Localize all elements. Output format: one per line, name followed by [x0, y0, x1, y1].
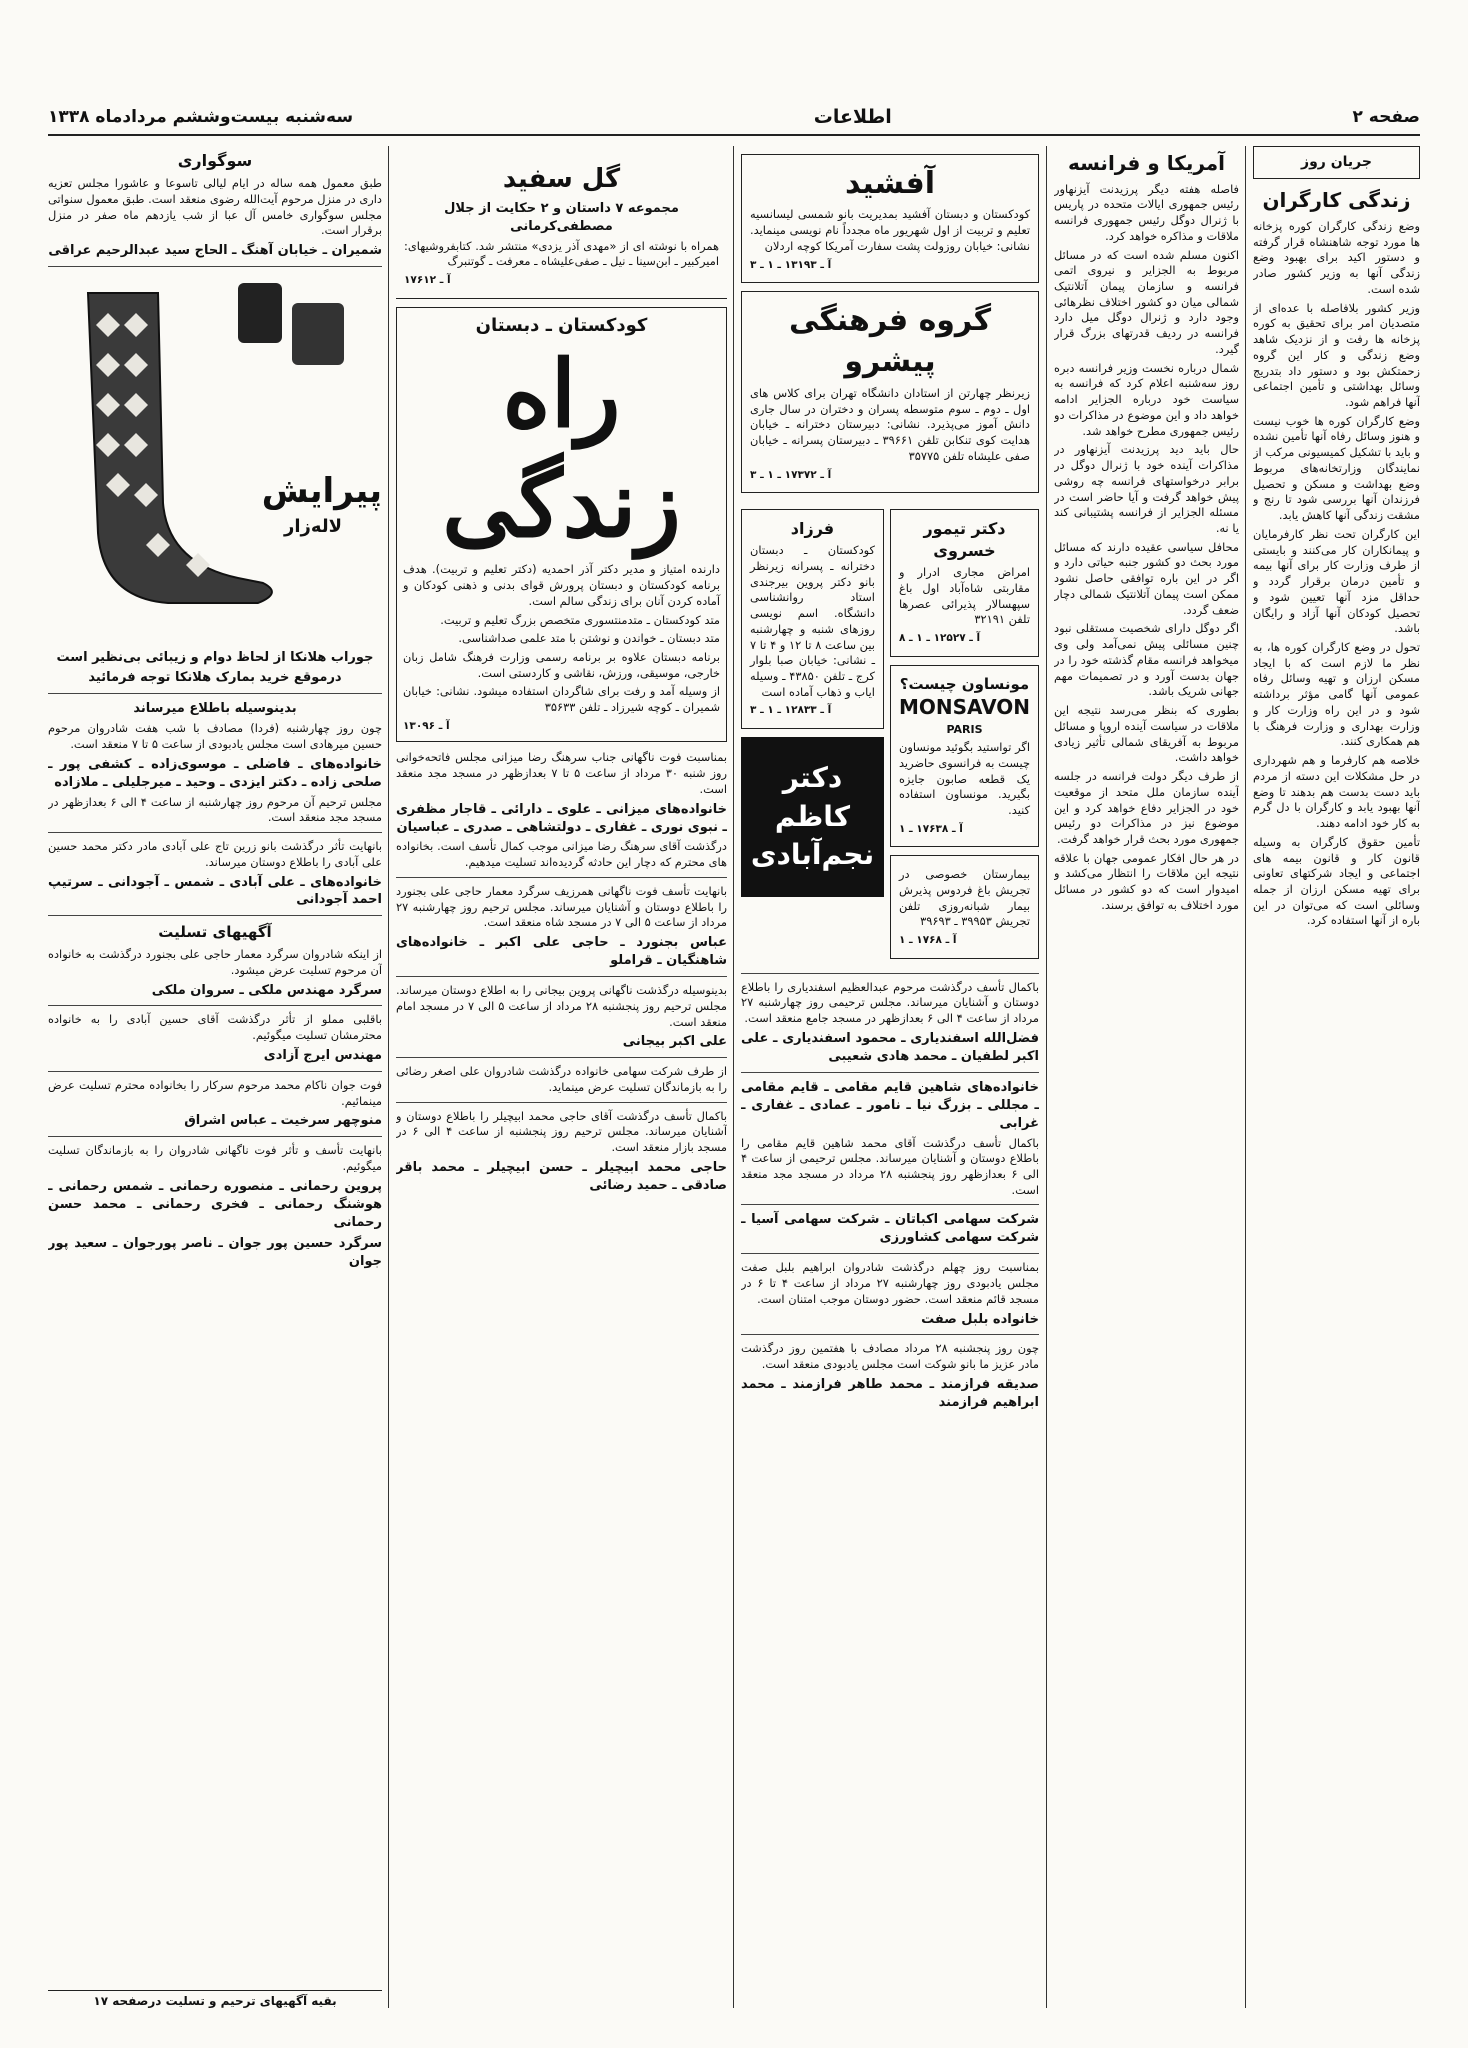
kazem-najmabadi-ad: دکتر کاظم نجم‌آبادی [741, 737, 884, 897]
farzad-title: فرزاد [790, 519, 835, 539]
notice-signers: حاجی محمد ابیچیلر ـ حسن ابیچیلر ـ محمد باقر صادقی ـ حمید رضائی [396, 1159, 727, 1193]
notice-signers: پروین رحمانی ـ منصوره رحمانی ـ شمس رحمانی ـ هوشنگ رحمانی ـ فخری رحمانی ـ محمد حسن رحمانی [48, 1178, 382, 1230]
socks-sub: لاله‌زار [284, 515, 342, 537]
editorial-paragraph: خلاصه هم کارفرما و هم شهرداری در حل مشکلات این دسته از مردم باید دست بدست هم بدهند تا وضع آنها بهبود یابد و کارگران با دل گرم به کار خود ادامه دهند. [1253, 753, 1420, 831]
notice-families: عباس بجنورد ـ حاجی علی اکبر ـ خانواده‌های شاهنگیان ـ قراملو [396, 935, 727, 969]
notice-signers: سرگرد مهندس ملکی ـ سروان ملکی [151, 982, 382, 998]
article-paragraph: شمال درباره نخست وزیر فرانسه دبره روز سه‌شنبه اعلام کرد که فرانسه به سیاست خود درباره الجزایر ادامه خواهد داد و این موضوع در مذاکرات دو رئیس جمهوری مطرح خواهد شد. [1054, 360, 1239, 438]
notice: بانهایت تأسف فوت ناگهانی همرزیف سرگرد معمار حاجی علی بجنورد را باطلاع دوستان و آشنایان میرساند. مجلس ترحیم روز چهارشنبه ۲۷ مرداد از ساعت ۵ الی ۷ در مسجد شاه منعقد است. [396, 883, 727, 930]
notice: بانهایت تأسف و تأثر فوت ناگهانی شادروان را به بازماندگان تسلیت میگوئیم. [48, 1143, 382, 1174]
editorial-paragraph: تحول در وضع کارگران کوره ها، به نظر ما لازم است که با ایجاد مسکن ارزان و تهیه وسائل رفاه عمومی آنها گامی مؤثر برداشته شود و در این راه وزارت کار و وزارت بهداری و وزارت فرهنگ با هم همکاری کنند. [1253, 640, 1420, 749]
notice: باقلبی مملو از تأثر درگذشت آقای حسین آبادی را به خانواده محترمشان تسلیت میگوئیم. [48, 1012, 382, 1043]
column-notices [48, 146, 382, 2008]
notice: بمناسبت فوت ناگهانی جناب سرهنگ رضا میزانی مجلس فاتحه‌خوانی روز شنبه ۳۰ مرداد از ساعت ۵ تا ۷ بعدازظهر در مسجد مجد منعقد است. [396, 750, 727, 796]
pishro-ad [741, 291, 1039, 493]
column-school-ad [396, 146, 727, 2008]
notice: باکمال تأسف درگذشت آقای حاجی محمد ابیچیلر را باطلاع دوستان و آشنایان میرساند. مجلس ترحیم روز پنجشنبه از ساعت ۴ الی ۶ در مسجد بازار منعقد است. [396, 1108, 727, 1155]
gol-title: گل سفید [502, 164, 621, 194]
notice-heading: بدینوسیله باطلاع میرساند [133, 701, 297, 717]
article-paragraph: از طرف دیگر دولت فرانسه در جلسه آینده سازمان ملل متحد از موقعیت خود در الجزایر دفاع خواهد کرد و این موضوع نیز در مذاکرات دو رئیس جمهوری مورد بحث قرار خواهد گرفت. [1054, 769, 1239, 846]
column-rule [1046, 146, 1047, 2008]
socks-line2: درموقع خرید بمارک هلانکا توجه فرمائید [88, 670, 342, 686]
notice: بدینوسیله درگذشت ناگهانی پروین بیجانی را به اطلاع دوستان میرساند. مجلس ترحیم روز پنجشنبه ۲۸ مرداد از ساعت ۵ الی ۷ در مسجد امام منعقد است. [396, 983, 727, 1029]
afshid-ad [741, 154, 1039, 283]
sock-illustration [48, 273, 382, 613]
column-ads [741, 146, 1039, 2008]
notice: بمناسبت روز چهلم درگذشت شادروان ابراهیم بلبل صفت مجلس یادبودی روز چهارشنبه ۲۷ مرداد از ساعت ۴ تا ۶ در مسجد قائم منعقد است. حضور دوستان موجب امتنان است. [741, 1260, 1039, 1306]
khosravi-title: دکتر تیمور خسروی [923, 519, 1006, 561]
monsavon-city: PARIS [946, 722, 983, 736]
rahe-zendegi-ad: کودکستان ـ دبستان راه زندگی دارنده امتیاز و مدیر دکتر آذر احمدیه (دکتر تعلیم و تربیت). هدف برنامه کودکستان و دبستان پرورش قوای بدنی و ذهنی کودکان و آماده کردن آنان برای زندگی سالم است. متد کودکستان ـ متدمنتسوری متخصص بزرگ تعلیم و تربیت. متد دبستان ـ خواندن و نوشتن با متد علمی صداشناسی. برنامه دبستان علاوه بر برنامه رسمی وزارت فرهنگ شامل زبان خارجی، موسیقی، ورزش، نقاشی و کاردستی است. از وسیله آمد و رفت برای شاگردان استفاده میشود. نشانی: خیابان شمیران ـ کوچه شیرزاد ـ تلفن ۳۵۶۳۳ آ ـ ۱۳۰۹۶ [396, 307, 727, 743]
ad-ref: آ ـ ۱۳۱۹۳ ـ ۱ ـ ۳ [750, 258, 832, 271]
mourning-text: طبق معمول همه ساله در ایام لیالی تاسوعا و عاشورا مجلس تعزیه داری در منزل مرحوم آیت‌الله رضوی منعقد است. طبق معمول سنواتی مجلس سوگواری خامس آل عبا از شب یازدهم ماه صفر در منزل برقرار است. [48, 176, 382, 238]
mourning-title: سوگواری [177, 151, 253, 170]
notice-signers: علی اکبر بیجانی [622, 1034, 727, 1050]
notice: از طرف شرکت سهامی خانواده درگذشت شادروان علی اصغر رضائی را به بازماندگان تسلیت عرض مینماید. [396, 1064, 727, 1094]
daily-feature-box: جریان روز [1253, 146, 1420, 179]
notice-signers: منوچهر سرخیت ـ عباس اشراق [184, 1113, 382, 1129]
editorial-title: زندگی کارگران [1262, 188, 1411, 213]
package-icon [292, 303, 344, 365]
column-rule [733, 146, 734, 2008]
notice: باکمال تأسف درگذشت مرحوم عبدالعظیم اسفندیاری را باطلاع دوستان و آشنایان میرساند. مجلس ترحیمی روز چهارشنبه ۲۷ مرداد از ساعت ۴ الی ۶ بعدازظهر در مسجد جامع منعقد است. [741, 979, 1039, 1026]
notice-families: خانواده‌های ـ فاضلی ـ موسوی‌زاده ـ کشفی پور ـ صلحی زاده ـ دکتر ایزدی ـ وحید ـ میرجلیلی ـ ملازاده [48, 756, 382, 790]
editorial-paragraph: وضع کارگران کوره ها خوب نیست و هنوز وسائل رفاه آنها تأمین نشده و باید با تشکیل کمیسیونی مرکب از نمایندگان وزارتخانه‌های مربوط وضع بهداشت و مسکن و تحصیل فرزندان آنها بررسی شود تا رنج و مشقت زندگی آنها کاهش یابد. [1253, 413, 1420, 523]
column-rule [388, 146, 389, 2008]
notice-signers: خانواده بلبل صفت [921, 1311, 1039, 1327]
issue-date: سه‌شنبه بیست‌وششم مردادماه ۱۳۳۸ [48, 107, 354, 127]
monsavon-question: مونساون چیست؟ [899, 674, 1030, 693]
notice-signers: سرگرد حسین پور جوان ـ ناصر پورجوان ـ سعید پور جوان [48, 1235, 382, 1269]
notice: چون روز پنجشنبه ۲۸ مرداد مصادف با هفتمین روز درگذشت مادر عزیز ما بانو شوکت است مجلس یادبودی منعقد است. [741, 1341, 1039, 1372]
notice: باکمال تأسف درگذشت آقای محمد شاهین قایم مقامی را باطلاع دوستان و آشنایان میرساند. مجلس ترحیمی از ساعت ۴ الی ۶ بعدازظهر روز پنجشنبه ۲۸ مرداد در مسجد مجد منعقد است. [741, 1135, 1039, 1197]
page-number: صفحه ۲ [1352, 107, 1420, 127]
notice-families: خانواده‌های میزانی ـ علوی ـ دارائی ـ قاجار مظفری ـ نبوی نوری ـ غفاری ـ دولتشاهی ـ صدری ـ عباسیان [396, 801, 727, 835]
article-paragraph: در هر حال افکار عمومی جهان با علاقه نتیجه این ملاقات را انتظار می‌کشد و امیدوار است که دو کشور در مسائل مورد اختلاف به توافق برسند. [1054, 850, 1239, 912]
socks-line1: جوراب هلانکا از لحاظ دوام و زیبائی بی‌نظیر است [56, 650, 374, 666]
notice-families: خانواده‌های ـ علی آبادی ـ شمس ـ آجودانی ـ سرتیپ احمد آجودانی [48, 874, 382, 908]
article-paragraph: حال باید دید پرزیدنت آیزنهاور در مذاکرات آینده خود با ژنرال دوگل در برابر درخواستهای فرانسه چه روشی پیش خواهد گرفت و آیا حاضر است در مسئله الجزایر از فرانسه پشتیبانی کند یا نه. [1054, 442, 1239, 536]
notice: بانهایت تأثر درگذشت بانو زرین تاج علی آبادی مادر دکتر محمد حسین علی آبادی را باطلاع دوستان میرساند. [48, 839, 382, 869]
article-paragraph: محافل سیاسی عقیده دارند که مسائل مورد بحث دو کشور جنبه حیاتی دارد و اگر در این باره توافقی حاصل نشود ممکن است پیمان آتلانتیک شمالی دچار ضعف گردد. [1054, 539, 1239, 617]
continued-footer: بقیه آگهیهای ترحیم و تسلیت درصفحه ۱۷ [48, 1990, 382, 2008]
gol-sub: مجموعه ۷ داستان و ۲ حکایت از جلال مصطفی‌کرمانی [444, 200, 679, 234]
rz-header: کودکستان ـ دبستان [475, 314, 648, 336]
article-paragraph: اگر دوگل دارای شخصیت مستقلی نبود چنین مسائلی پیش نمی‌آمد ولی وی میخواهد فرانسه مقام گذشته خود را در جهان بدست آورد و در تصمیمات مهم جهانی شریک باشد. [1054, 621, 1239, 699]
notice-signers: مهندس ایرج آزادی [263, 1047, 382, 1063]
masthead [48, 100, 1420, 136]
notice-signers: شرکت سهامی اکباتان ـ شرکت سهامی آسیا ـ شرکت سهامی کشاورزی [741, 1212, 1039, 1246]
notice: درگذشت آقای سرهنگ رضا میزانی موجب کمال تأسف است. بخانواده های محترم که دچار این حادثه گردیده‌اند تسلیت میدهیم. [396, 839, 727, 870]
notice-signers: فضل‌الله اسفندیاری ـ محمود اسفندیاری ـ علی اکبر لطفیان ـ محمد هادی شعیبی [741, 1030, 1039, 1064]
package-icon [238, 283, 282, 343]
condolence-heading: آگهیهای تسلیت [158, 923, 272, 942]
column-foreign-affairs [1054, 146, 1239, 2008]
editorial-paragraph: وضع زندگی کارگران کوره پزخانه ها مورد توجه شاهنشاه قرار گرفته و دستور اکید برای بهبود وضع زندگی آنها به وزیر کشور صادر شده است. [1253, 218, 1420, 296]
notice: چون روز چهارشنبه (فردا) مصادف با شب هفت شادروان مرحوم حسین میرهادی است مجلس یادبودی از ساعت ۵ تا ۷ منعقد است. [48, 721, 382, 751]
mourning-sign: شمیران ـ خیابان آهنگ ـ الحاج سید عبدالرحیم عراقی [48, 243, 382, 259]
column-editorial [1253, 146, 1420, 2008]
farzad-ad: فرزاد کودکستان ـ دبستان دخترانه ـ پسرانه زیرنظر بانو دکتر پروین بیرجندی استاد روانشناسی دانشگاه. اسم نویسی روزهای شنبه و چهارشنبه بین ساعت ۸ تا ۱۲ و ۴ تا ۷ ـ نشانی: خیابان صبا بلوار کرج ـ تلفن ۴۳۸۵۰ ـ وسیله ایاب و ذهاب آماده است آ ـ ۱۲۸۳۳ ـ ۱ ـ ۳ [741, 509, 884, 729]
socks-ad [48, 273, 382, 687]
notice-families: خانواده‌های شاهین قایم مقامی ـ قایم مقامی ـ مجللی ـ بزرگ نیا ـ نامور ـ عمادی ـ غفاری ـ غرابی [741, 1079, 1039, 1131]
afshid-title: آفشید [844, 166, 936, 201]
notice: فوت جوان ناکام محمد مرحوم سرکار را بخانواده محترم تسلیت عرض مینمائیم. [48, 1077, 382, 1108]
rz-title: راه زندگی [442, 339, 681, 558]
editorial-paragraph: این کارگران تحت نظر کارفرمایان و پیمانکاران کار می‌کنند و بایستی از طرف وزارت کار برای آنها بیمه و تأمین درمان برقرار گردد و حداقل مزد آنها تعیین شود و تحصیل کودکان آنها آزاد و رایگان باشد. [1253, 526, 1420, 636]
article-paragraph: فاصله هفته دیگر پرزیدنت آیزنهاور رئیس جمهوری ایالات متحده در پاریس با ژنرال دوگل رئیس جمهوری فرانسه ملاقات و مذاکره خواهد کرد. [1054, 181, 1239, 243]
socks-brand: پیرایش [261, 470, 382, 511]
notice-signers: صدیقه فرازمند ـ محمد طاهر فرازمند ـ محمد ابراهیم فرازمند [741, 1376, 1039, 1410]
article-paragraph: بطوری که بنظر می‌رسد نتیجه این ملاقات در سیاست آینده اروپا و مسائل مربوط به آفریقای شمالی تأثیر زیادی خواهد داشت. [1054, 703, 1239, 765]
notice: مجلس ترحیم آن مرحوم روز چهارشنبه از ساعت ۴ الی ۶ بعدازظهر در مسجد مجد منعقد است. [48, 794, 382, 825]
notice: از اینکه شادروان سرگرد معمار حاجی علی بجنورد درگذشت به خانواده آن مرحوم تسلیت عرض میشود. [48, 947, 382, 977]
gol-sefid-ad: گل سفید مجموعه ۷ داستان و ۲ حکایت از جلال مصطفی‌کرمانی همراه با نوشته ای از «مهدی آذر یزدی» منتشر شد. کتابفروشیهای: امیرکبیر ـ ابن‌سینا ـ نیل ـ صفی‌علیشاه ـ معرفت ـ گوتنبرگ آ ـ ۱۷۶۱۲ [396, 154, 727, 299]
column-rule [1245, 146, 1246, 2008]
hospital-ad: بیمارستان خصوصی در تجریش باغ فردوس پذیرش بیمار شبانه‌روزی تلفن تجریش ۳۹۹۵۳ ـ ۳۹۶۹۳ آ ـ ۱۷۶۸ ـ ۱ [890, 855, 1039, 958]
monsavon-ad: مونساون چیست؟ MONSAVON PARIS اگر تواستید بگوئید مونساون چیست به فرانسوی حاضرید یک قطعه صابون جایزه بگیرید. مونساون استفاده کنید. آ ـ ۱۷۶۳۸ ـ ۱ [890, 665, 1039, 848]
afshid-text: کودکستان و دبستان آفشید بمدیریت بانو شمسی لیسانسیه تعلیم و تربیت از اول شهریور ماه مجدداً نام نویسی مینماید. نشانی: خیابان روزولت پشت سفارت آمریکا کوچه اردلان [750, 207, 1030, 253]
pishro-text: زیرنظر چهارتن از استادان دانشگاه تهران برای کلاس های اول ـ دوم ـ سوم متوسطه پسران و دختران در سال جاری دانش آموز می‌پذیرد. نشانی: دبیرستان دخترانه ـ خیابان هدایت کوی تنکابن تلفن ۳۹۶۶۱ ـ دبیرستان پسرانه ـ خیابان صفی علیشاه تلفن ۳۵۷۷۵ [750, 385, 1030, 463]
paper-name: اطلاعات [813, 106, 892, 128]
pishro-title: گروه فرهنگی پیشرو [788, 303, 992, 380]
article-title: آمریکا و فرانسه [1067, 151, 1226, 175]
editorial-paragraph: وزیر کشور بلافاصله با عده‌ای از متصدیان امر برای تحقیق به کوره پزخانه ها رفت و از نزدیک شاهد وضع زندگی و کار این گروه زحمتکش بود و دستور داد بتدریج وسائل بهداشتی و تأمین اجتماعی آنها فراهم شود. [1253, 300, 1420, 409]
ad-ref: آ ـ ۱۷۳۷۲ ـ ۱ ـ ۳ [750, 468, 832, 481]
article-paragraph: اکنون مسلم شده است که در مسائل مربوط به الجزایر و نیروی اتمی فرانسه و سازمان پیمان آتلانتیک شمالی میان دو کشور اختلاف نظرهائی وجود دارد و ژنرال دوگل میل دارد فرانسه در ردیف قدرتهای بزرگ قرار گیرد. [1054, 247, 1239, 356]
editorial-paragraph: تأمین حقوق کارگران به وسیله قانون کار و قانون بیمه های اجتماعی و ایجاد شرکتهای تعاونی برای تهیه مسکن ارزان از جمله وسائلی است که می‌توان در این باره از آنها استفاده کرد. [1253, 834, 1420, 928]
monsavon-brand: MONSAVON [898, 695, 1030, 720]
ads-row [741, 501, 1039, 967]
khosravi-ad: دکتر تیمور خسروی امراض مجاری ادرار و مقاربتی شاه‌آباد اول باغ سپهسالار پذیرائی عصرها تلفن ۳۲۱۹۱ آ ـ ۱۲۵۲۷ ـ ۱ ـ ۸ [890, 509, 1039, 657]
